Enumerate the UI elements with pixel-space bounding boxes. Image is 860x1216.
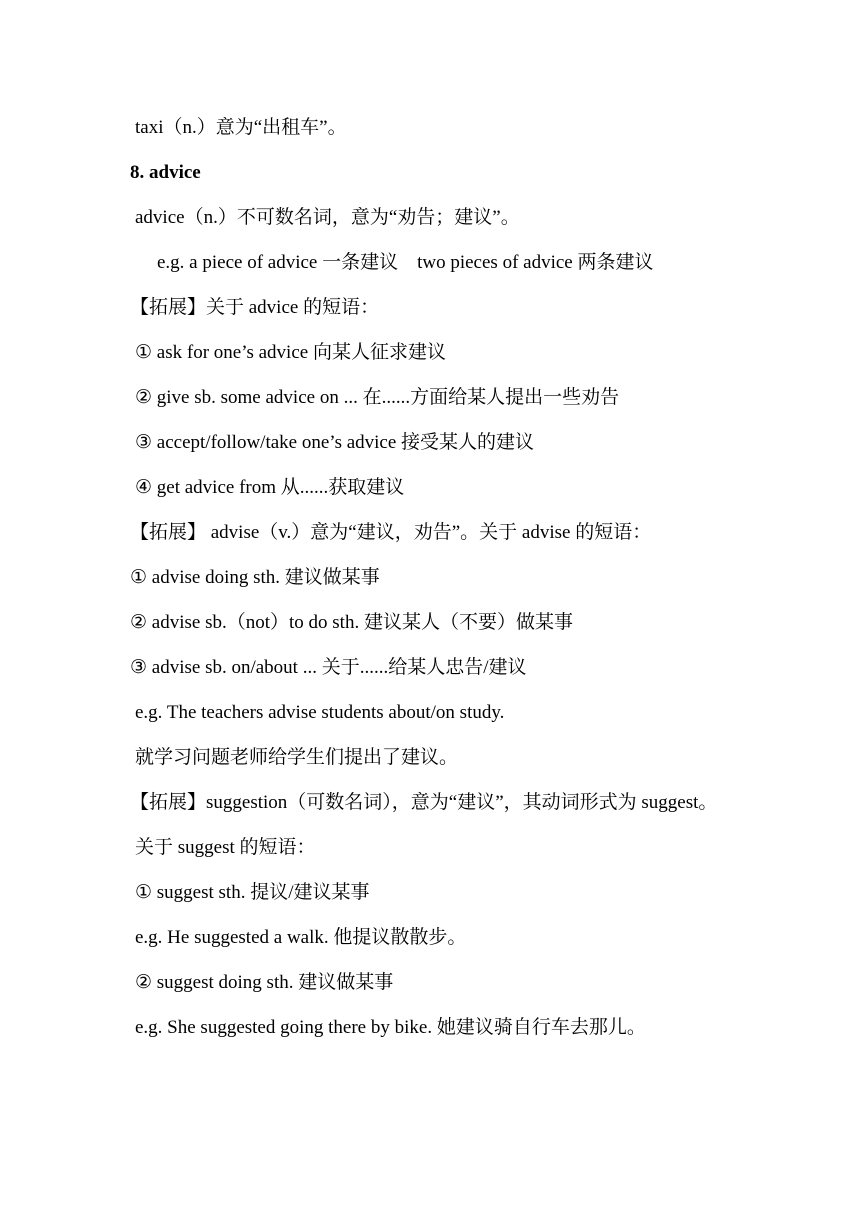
text-line-advice-example: e.g. a piece of advice 一条建议 two pieces of advice 两条建议: [157, 252, 654, 273]
text-line-advise-example: e.g. The teachers advise students about/on study.: [135, 702, 505, 723]
text-line-suggest-example-2: e.g. She suggested going there by bike. 她建议骑自行车去那儿。: [135, 1017, 646, 1038]
section-heading-advice: 8. advice: [130, 162, 201, 183]
text-line-phrase-3: ③ accept/follow/take one’s advice 接受某人的建议: [135, 432, 535, 453]
text-line-phrase-1: ① ask for one’s advice 向某人征求建议: [135, 342, 446, 363]
text-line-phrase-2: ② give sb. some advice on ... 在......方面给某人提出一些劝告: [135, 387, 620, 408]
text-line-advice-meaning: advice（n.）不可数名词，意为“劝告；建议”。: [135, 207, 520, 228]
text-line-taxi-meaning: taxi（n.）意为“出租车”。: [135, 117, 347, 138]
text-line-extension-advice: 【拓展】关于 advice 的短语：: [130, 297, 380, 318]
text-line-advise-phrase-2: ② advise sb.（not）to do sth. 建议某人（不要）做某事: [130, 612, 573, 633]
text-line-advise-phrase-1: ① advise doing sth. 建议做某事: [130, 567, 380, 588]
text-line-advise-phrase-3: ③ advise sb. on/about ... 关于......给某人忠告/建议: [130, 657, 527, 678]
text-line-suggest-phrase-1: ① suggest sth. 提议/建议某事: [135, 882, 370, 903]
text-line-advise-example-translation: 就学习问题老师给学生们提出了建议。: [135, 747, 459, 768]
text-line-suggest-phrase-2: ② suggest doing sth. 建议做某事: [135, 972, 394, 993]
text-line-phrase-4: ④ get advice from 从......获取建议: [135, 477, 405, 498]
text-line-extension-advise: 【拓展】 advise（v.）意为“建议，劝告”。关于 advise 的短语：: [130, 522, 652, 543]
text-line-suggest-intro: 关于 suggest 的短语：: [135, 837, 316, 858]
text-line-extension-suggestion: 【拓展】suggestion（可数名词），意为“建议”，其动词形式为 suggest。: [130, 792, 718, 813]
text-line-suggest-example-1: e.g. He suggested a walk. 他提议散散步。: [135, 927, 467, 948]
